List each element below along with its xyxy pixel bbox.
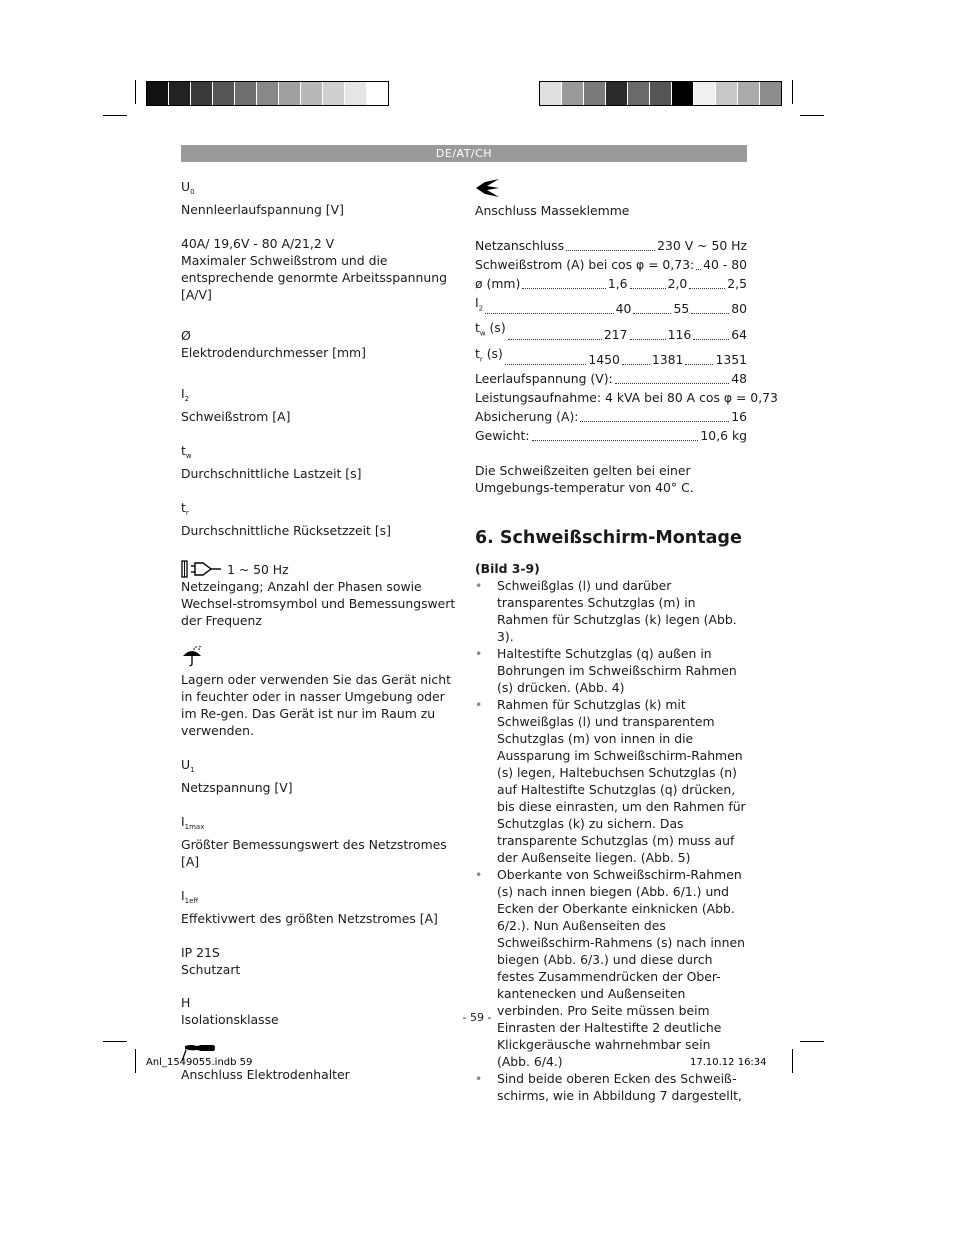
- crop-mark: [800, 115, 824, 116]
- legend-item: Lagern oder verwenden Sie das Gerät nicht in feuchter oder in nasser Umgebung oder im Re-gen. Das Gerät ist nur im Raum zu verwenden.: [181, 645, 456, 739]
- umbrella-rain-icon: [181, 645, 203, 667]
- footer-datetime: 17.10.12 16:34: [690, 1057, 767, 1068]
- legend-item: IP 21S Schutzart: [181, 945, 241, 977]
- region-header: DE/AT/CH: [181, 145, 747, 162]
- ground-clamp-icon: [475, 178, 501, 198]
- spec-row: Gewicht: 10,6 kg: [475, 428, 747, 444]
- spec-row: Leistungsaufnahme: 4 kVA bei 80 A cos φ = 0,73: [475, 390, 778, 406]
- crop-mark: [792, 1049, 793, 1073]
- crop-mark: [792, 80, 793, 104]
- legend-item: 40A/ 19,6V - 80 A/21,2 V Maximaler Schweißstrom und die entsprechende genormte Arbeitsspannung [A/V]: [181, 236, 447, 302]
- list-item: • Rahmen für Schutzglas (k) mit Schweißglas (l) und transparentem Schutzglas (m) von innen in die Aussparung im Schweißschirm-Rahmen (s) legen, Haltebuchsen Schutzglas (n) auf Haltestifte Schutzglas (q) drücken, bis diese einrasten, um den Rahmen für Schutzglas (k) zu sichern. Das transparente Schutzglas (m) muss auf der Außenseite liegen. (Abb. 5): [475, 696, 747, 866]
- legend-item: $t_r$ Durchschnittliche Rücksetzzeit [s]: [181, 500, 391, 538]
- spec-row: Absicherung (A): 16: [475, 409, 747, 425]
- section-title: 6. Schweißschirm-Montage: [475, 528, 742, 549]
- list-item: • Sind beide oberen Ecken des Schweiß-schirms, wie in Abbildung 7 dargestellt,: [475, 1070, 747, 1104]
- spec-row: $t_w$ (s) 217 116 64: [475, 320, 747, 342]
- spec-row: Schweißstrom (A) bei cos φ = 0,73: 40 - 80: [475, 257, 747, 272]
- symbol-legend: [181, 178, 456, 1083]
- spec-row: Netzanschluss 230 V ~ 50 Hz: [475, 238, 747, 253]
- figure-reference: (Bild 3-9): [475, 561, 540, 577]
- legend-item: 1 ~ 50 Hz Netzeingang; Anzahl der Phasen sowie Wechsel-stromsymbol und Bemessungswert der Frequenz: [181, 562, 456, 628]
- crop-mark: [103, 1041, 127, 1042]
- legend-item: H Isolationsklasse: [181, 995, 279, 1027]
- crop-mark: [135, 80, 136, 104]
- spec-table: [475, 236, 778, 445]
- legend-item: $I_2$ Schweißstrom [A]: [181, 386, 291, 424]
- footer-file: Anl_1549055.indb 59: [146, 1057, 253, 1068]
- legend-item: Anschluss Elektrodenhalter: [181, 1042, 456, 1083]
- list-item: • Oberkante von Schweißschirm-Rahmen (s) nach innen biegen (Abb. 6/1.) und Ecken der Oberkante einknicken (Abb. 6/2.). Nun Außenseiten des Schweißschirm-Rahmens (s) nach innen biegen (Abb. 6/3.) und diese durch festes Zusammendrücken der Ober-kantenecken und Außenseiten verbinden. Pro Seite müssen beim Einrasten der Haltestifte 2 deutliche Klickgeräusche wahrnehmbar sein (Abb. 6/4.): [475, 866, 747, 1070]
- legend-item: $U_0$ Nennleerlaufspannung [V]: [181, 179, 344, 217]
- temperature-note: Die Schweißzeiten gelten bei einer Umgebungs-temperatur von 40° C.: [475, 463, 694, 496]
- spec-row: ø (mm) 1,6 2,0 2,5: [475, 276, 747, 291]
- color-bar-left: [146, 81, 389, 106]
- legend-item: $I_{1eff}$ Effektivwert des größten Netzstromes [A]: [181, 888, 438, 926]
- crop-mark: [135, 1049, 136, 1073]
- color-bar-right: [539, 81, 782, 106]
- legend-item: $U_1$ Netzspannung [V]: [181, 757, 293, 795]
- spec-row: $I_2$ 40 55 80: [475, 295, 747, 317]
- legend-item: Ø Elektrodendurchmesser [mm]: [181, 328, 366, 360]
- assembly-steps: [475, 577, 747, 1104]
- list-item: • Schweißglas (l) und darüber transparentes Schutzglas (m) in Rahmen für Schutzglas (k) legen (Abb. 3).: [475, 577, 747, 645]
- mains-plug-icon: [181, 560, 223, 578]
- legend-item: $I_{1max}$ Größter Bemessungswert des Netzstromes [A]: [181, 814, 447, 869]
- clamp-label: Anschluss Masseklemme: [475, 203, 630, 218]
- crop-mark: [103, 115, 127, 116]
- legend-item: $t_w$ Durchschnittliche Lastzeit [s]: [181, 443, 362, 481]
- spec-row: $t_r$ (s) 1450 1381 1351: [475, 345, 747, 368]
- spec-row: Leerlaufspannung (V): 48: [475, 371, 747, 387]
- page-number: - 59 -: [462, 1011, 492, 1024]
- right-column: [475, 178, 778, 1104]
- list-item: • Haltestifte Schutzglas (q) außen in Bohrungen im Schweißschirm Rahmen (s) drücken. (Abb. 4): [475, 645, 747, 696]
- crop-mark: [800, 1041, 824, 1042]
